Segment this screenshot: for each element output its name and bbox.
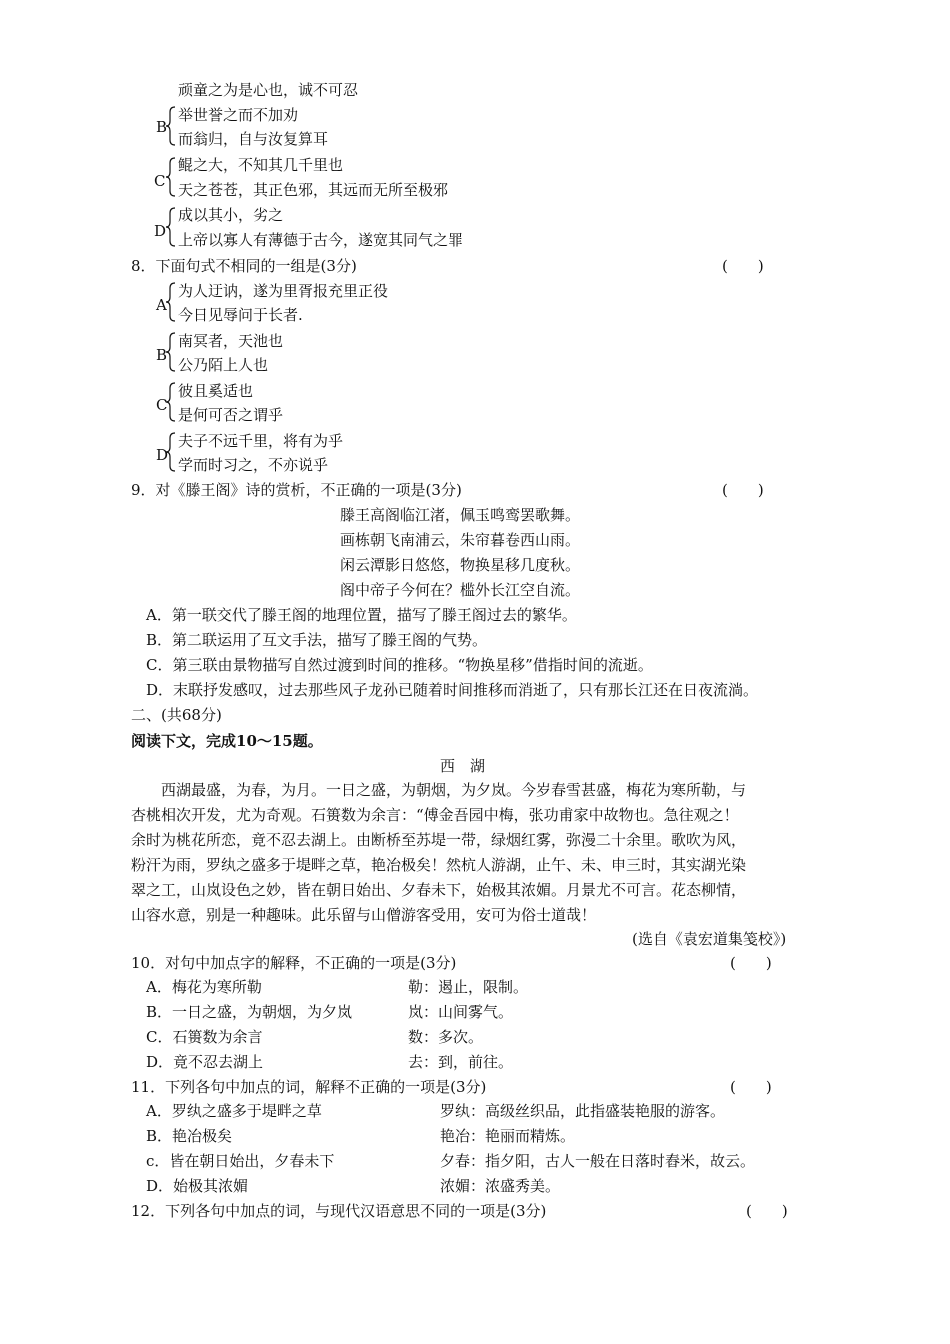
q10-option: A．梅花为寒所勒 (146, 978, 262, 996)
passage-title: 西 湖 (440, 757, 486, 775)
q7-c-label: C (154, 172, 166, 190)
q9-option-d: D．末联抒发感叹，过去那些风子龙孙已随着时间推移而消逝了，只有那长江还在日夜流淌。 (146, 681, 759, 699)
q9-poem-line: 画栋朝飞南浦云，朱帘暮卷西山雨。 (340, 531, 581, 549)
q11-stem: 11．下列各句中加点的词，解释不正确的一项是(3分) (131, 1078, 487, 1096)
q10-option: D．竟不忍去湖上 (146, 1053, 264, 1071)
q10-gloss: 去：到，前往。 (408, 1053, 514, 1071)
passage-line: 翠之工，山岚设色之妙，皆在朝日始出、夕春未下，始极其浓媚。月景尤不可言。花态柳情， (131, 881, 747, 899)
q12-answer-paren[interactable]: ( ) (746, 1202, 788, 1220)
q8-b-line1: 南冥者，天池也 (178, 332, 284, 350)
q7-b-line2: 而翁归，自与汝复算耳 (178, 130, 329, 148)
q11-option: B．艳冶极矣 (146, 1127, 233, 1145)
q8-c-line1: 彼且奚适也 (178, 382, 254, 400)
q11-gloss: 浓媚：浓盛秀美。 (440, 1177, 561, 1195)
q9-option-c: C．第三联由景物描写自然过渡到时间的推移。“物换星移”借指时间的流逝。 (146, 656, 653, 674)
passage-source: (选自《袁宏道集笺校》) (632, 930, 787, 948)
q8-a-line2: 今日见辱问于长者. (178, 306, 303, 324)
brace-icon (166, 157, 176, 197)
q10-gloss: 勒：遏止，限制。 (408, 978, 529, 996)
q10-gloss: 数：多次。 (408, 1028, 484, 1046)
passage-line: 粉汗为雨，罗纨之盛多于堤畔之草，艳冶极矣！然杭人游湖，止午、未、申三时，其实湖光染 (131, 856, 747, 874)
passage-line: 西湖最盛，为春，为月。一日之盛，为朝烟，为夕岚。今岁春雪甚盛，梅花为寒所勒，与 (131, 781, 747, 799)
q8-stem: 8．下面句式不相同的一组是(3分) (131, 257, 357, 275)
q11-option: A．罗纨之盛多于堤畔之草 (146, 1102, 322, 1120)
q8-d-label: D (156, 446, 169, 464)
q7-a-line2: 顽童之为是心也，诚不可忍 (178, 81, 359, 99)
q7-d-line2: 上帝以寡人有薄德于古今，遂宽其同气之罪 (178, 231, 464, 249)
brace-icon (166, 106, 176, 146)
q7-b-label: B (156, 118, 168, 136)
q11-gloss: 艳冶：艳丽而精炼。 (440, 1127, 576, 1145)
passage-line: 杏桃相次开发，尤为奇观。石篑数为余言：“傅金吾园中梅，张功甫家中故物也。急往观之！ (131, 806, 739, 824)
reading-instruction: 阅读下文，完成10～15题。 (131, 732, 323, 750)
passage-line: 山容水意，别是一种趣味。此乐留与山僧游客受用，安可为俗士道哉！ (131, 906, 597, 924)
brace-icon (166, 432, 176, 472)
q10-answer-paren[interactable]: ( ) (730, 954, 772, 972)
q10-option: B．一日之盛，为朝烟，为夕岚 (146, 1003, 353, 1021)
q10-option: C．石篑数为余言 (146, 1028, 263, 1046)
q11-answer-paren[interactable]: ( ) (730, 1078, 772, 1096)
q10-gloss: 岚：山间雾气。 (408, 1003, 514, 1021)
q8-answer-paren[interactable]: ( ) (722, 257, 764, 275)
q9-poem-line: 闲云潭影日悠悠，物换星移几度秋。 (340, 556, 581, 574)
q8-d-line2: 学而时习之，不亦说乎 (178, 456, 329, 474)
q7-d-line1: 成以其小，劣之 (178, 206, 284, 224)
q11-option: D．始极其浓媚 (146, 1177, 249, 1195)
brace-icon (166, 282, 176, 322)
q11-gloss: 夕春：指夕阳，古人一般在日落时舂米，故云。 (440, 1152, 756, 1170)
q7-c-line2: 天之苍苍，其正色邪，其远而无所至极邪 (178, 181, 449, 199)
q7-d-label: D (154, 222, 167, 240)
q7-b-line1: 举世誉之而不加劝 (178, 106, 299, 124)
passage-line: 余时为桃花所恋，竟不忍去湖上。由断桥至苏堤一带，绿烟红雾，弥漫二十余里。歌吹为风， (131, 831, 747, 849)
q9-option-b: B．第二联运用了互文手法，描写了滕王阁的气势。 (146, 631, 488, 649)
q9-answer-paren[interactable]: ( ) (722, 481, 764, 499)
q8-b-label: B (156, 346, 168, 364)
q8-a-label: A (156, 296, 167, 314)
brace-icon (166, 332, 176, 372)
q9-poem-line: 阁中帝子今何在？槛外长江空自流。 (340, 581, 581, 599)
q8-c-line2: 是何可否之谓乎 (178, 406, 284, 424)
q11-gloss: 罗纨：高级丝织品，此指盛装艳服的游客。 (440, 1102, 726, 1120)
brace-icon (166, 382, 176, 422)
q12-stem: 12．下列各句中加点的词，与现代汉语意思不同的一项是(3分) (131, 1202, 547, 1220)
q11-option: c．皆在朝日始出，夕春未下 (146, 1152, 335, 1170)
q8-c-label: C (156, 396, 168, 414)
q8-a-line1: 为人迂讷，遂为里胥报充里正役 (178, 282, 389, 300)
brace-icon (166, 207, 176, 247)
q8-b-line2: 公乃陌上人也 (178, 356, 269, 374)
q9-poem-line: 滕王高阁临江渚，佩玉鸣鸾罢歌舞。 (340, 506, 581, 524)
q8-d-line1: 夫子不远千里，将有为乎 (178, 432, 344, 450)
q7-c-line1: 鲲之大，不知其几千里也 (178, 156, 344, 174)
q10-stem: 10．对句中加点字的解释，不正确的一项是(3分) (131, 954, 457, 972)
section-heading: 二、(共68分) (131, 706, 222, 724)
q9-stem: 9．对《滕王阁》诗的赏析，不正确的一项是(3分) (131, 481, 462, 499)
q9-option-a: A．第一联交代了滕王阁的地理位置，描写了滕王阁过去的繁华。 (146, 606, 577, 624)
